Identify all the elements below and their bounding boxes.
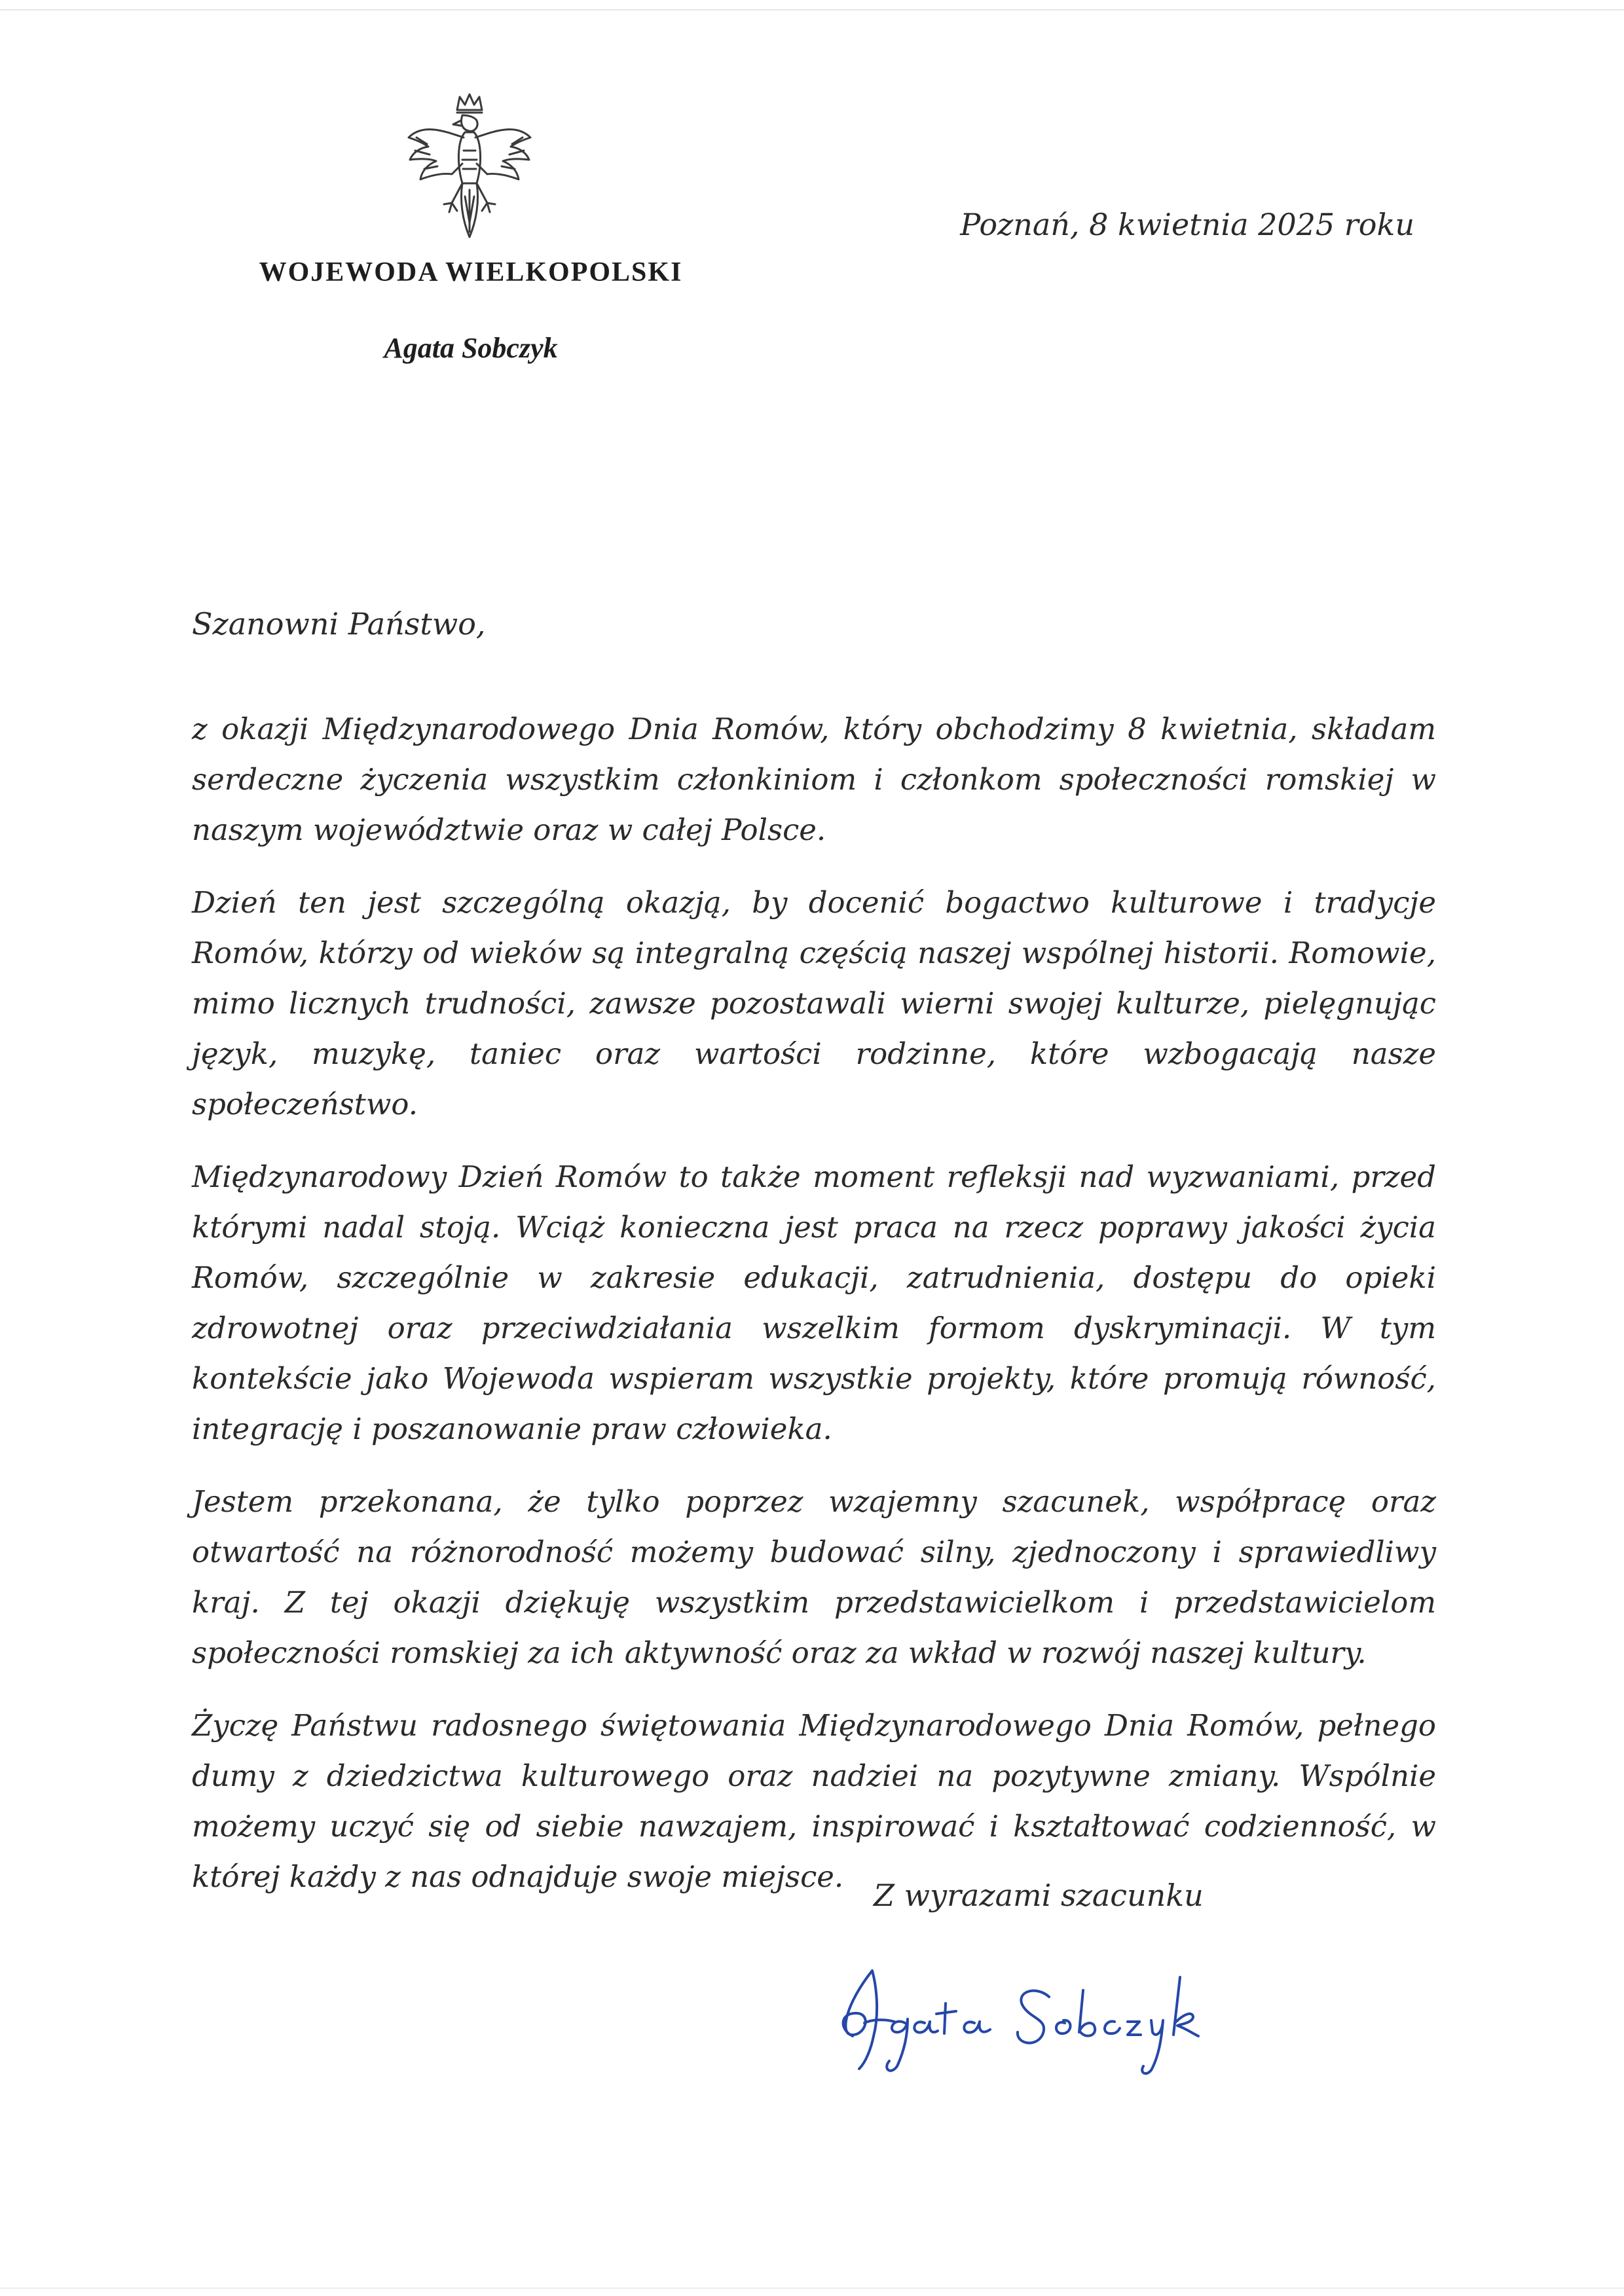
paragraph-4: Jestem przekonana, że tylko poprzez wzajemny szacunek, współpracę oraz otwartość na różnorodność możemy budować silny, zjednoczony i sprawiedliwy kraj. Z tej okazji dziękuję wszystkim przedstawicielkom i przedstawicielom społeczności romskiej za ich aktywność oraz za wkład w rozwój naszej kultury. [192,1484,1436,1670]
date-line: Poznań, 8 kwietnia 2025 roku [960,207,1414,242]
closing-formula: Z wyrazami szacunku [874,1878,1204,1913]
polish-eagle-emblem-icon [397,92,542,246]
bottom-edge-line [0,2287,1624,2289]
issuing-authority: WOJEWODA WIELKOPOLSKI [259,257,683,287]
letter-body [192,704,1436,1924]
paragraph-2: Dzień ten jest szczególną okazją, by docenić bogactwo kulturowe i tradycje Romów, którzy od wieków są integralną częścią naszej wspólnej historii. Romowie, mimo licznych trudności, zawsze pozostawali wierni swojej kulturze, pielęgnując język, muzykę, taniec oraz wartości rodzinne, które wzbogacają nasze społeczeństwo. [192,885,1436,1121]
paragraph-5: Życzę Państwu radosnego świętowania Międzynarodowego Dnia Romów, pełnego dumy z dziedzictwa kulturowego oraz nadziei na pozytywne zmiany. Wspólnie możemy uczyć się od siebie nawzajem, inspirować i kształtować codzienność, w której każdy z nas odnajduje swoje miejsce. [192,1708,1436,1894]
top-edge-line [0,9,1624,10]
salutation: Szanowni Państwo, [192,606,486,642]
official-name: Agata Sobczyk [384,332,558,364]
handwritten-signature [826,1951,1213,2082]
paragraph-3: Międzynarodowy Dzień Romów to także moment refleksji nad wyzwaniami, przed którymi nadal stoją. Wciąż konieczna jest praca na rzecz poprawy jakości życia Romów, szczególnie w zakresie edukacji, zatrudnienia, dostępu do opieki zdrowotnej oraz przeciwdziałania wszelkim formom dyskryminacji. W tym kontekście jako Wojewoda wspieram wszystkie projekty, które promują równość, integrację i poszanowanie praw człowieka. [192,1159,1436,1446]
paragraph-1: z okazji Międzynarodowego Dnia Romów, który obchodzimy 8 kwietnia, składam serdeczne życzenia wszystkim członkiniom i członkom społeczności romskiej w naszym województwie oraz w całej Polsce. [192,712,1436,847]
